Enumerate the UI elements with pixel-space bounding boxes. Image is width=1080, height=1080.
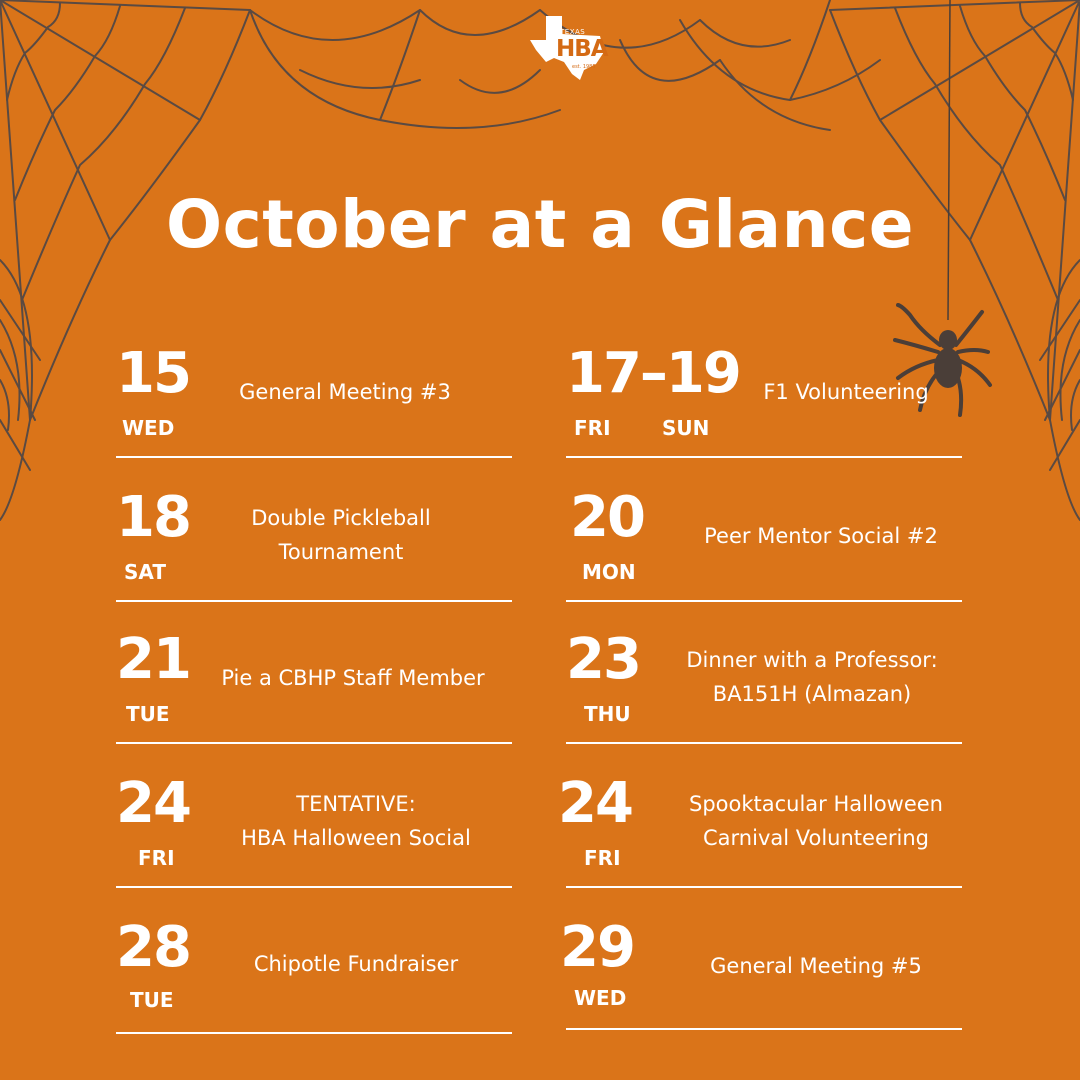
event-name: Pie a CBHP Staff Member: [221, 666, 485, 690]
event-date: 24: [558, 771, 632, 836]
event-divider: [116, 456, 512, 458]
event-divider: [116, 600, 512, 602]
event-weekday-start: FRI: [574, 416, 611, 440]
event-date: 23: [566, 627, 640, 692]
event-divider: [566, 1028, 962, 1030]
event-divider: [566, 742, 962, 744]
event-divider: [116, 886, 512, 888]
event-divider: [116, 742, 512, 744]
hba-logo: [528, 12, 608, 82]
event-name: Dinner with a Professor: BA151H (Almazan): [686, 648, 938, 706]
event-item: [566, 485, 966, 630]
event-name: General Meeting #3: [239, 380, 451, 404]
event-name: Double Pickleball Tournament: [251, 506, 431, 564]
page-title: October at a Glance: [166, 186, 914, 263]
logo-main-text: HBA: [556, 36, 608, 62]
event-date: 29: [560, 915, 634, 980]
event-item: [116, 485, 516, 630]
event-date: 20: [570, 485, 644, 550]
event-divider: [116, 1032, 512, 1034]
event-divider: [566, 456, 962, 458]
event-weekday: TUE: [126, 702, 170, 726]
event-name: Peer Mentor Social #2: [704, 524, 938, 548]
event-item: [566, 627, 966, 772]
logo-top-text: TEXAS: [560, 28, 586, 36]
event-item: [558, 771, 966, 916]
event-weekday: SAT: [124, 560, 166, 584]
event-divider: [566, 600, 962, 602]
event-weekday-end: SUN: [662, 416, 710, 440]
event-item: [116, 341, 516, 486]
event-item: [116, 915, 516, 1060]
event-divider: [566, 886, 962, 888]
event-weekday: MON: [582, 560, 636, 584]
event-name: F1 Volunteering: [763, 380, 929, 404]
event-date: 21: [116, 627, 190, 692]
event-date: 28: [116, 915, 190, 980]
event-date: 24: [116, 771, 190, 836]
event-weekday: WED: [122, 416, 175, 440]
event-name: Chipotle Fundraiser: [253, 952, 459, 976]
event-weekday: TUE: [130, 988, 174, 1012]
event-date: 15: [116, 341, 190, 406]
event-name: TENTATIVE: HBA Halloween Social: [241, 792, 471, 850]
event-weekday: THU: [584, 702, 631, 726]
event-item: [116, 627, 516, 772]
event-weekday: FRI: [138, 846, 175, 870]
event-item: [566, 341, 966, 486]
event-name: Spooktacular Halloween Carnival Volunteering: [689, 792, 943, 850]
event-weekday: FRI: [584, 846, 621, 870]
event-item: [116, 771, 516, 916]
event-weekday: WED: [574, 986, 627, 1010]
event-item: [560, 915, 966, 1060]
event-date: 17–19: [566, 341, 740, 406]
event-name: General Meeting #5: [710, 954, 922, 978]
event-date: 18: [116, 485, 190, 550]
logo-sub-text: est. 1985: [572, 64, 596, 70]
